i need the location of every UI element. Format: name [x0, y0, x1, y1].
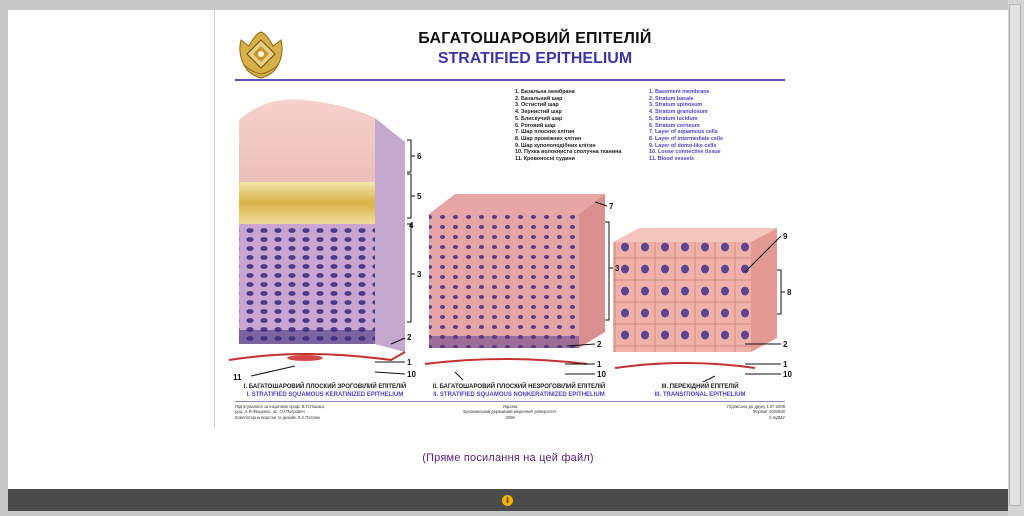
label-9: 9: [783, 232, 788, 241]
legend-en-item: 5. Stratum lucidum: [649, 115, 698, 122]
label-5: 5: [417, 192, 422, 201]
title-divider: [235, 79, 785, 81]
poster-title-en: STRATIFIED EPITHELIUM: [437, 50, 633, 67]
legend-en-item: 4. Stratum granulosum: [649, 109, 708, 116]
legend-en-item: 6. Stratum corneum: [649, 122, 700, 129]
label-1: 1: [597, 360, 602, 369]
legend-ua-item: 8. Шар проміжних клітин: [515, 135, 582, 142]
vertical-scrollbar[interactable]: [1008, 0, 1024, 516]
caption-figure-3: [625, 383, 775, 399]
footer-left-line: Підготувалися за ініціативи проф. В.П.Пішака,: [235, 404, 325, 409]
label-1: 1: [783, 360, 788, 369]
poster-title-ua: БАГАТОШАРОВИЙ ЕПІТЕЛІЙ: [418, 30, 652, 47]
label-3: 3: [417, 270, 422, 279]
legend-en-item: 8. Layer of intermediate cells: [649, 135, 724, 142]
caption-en: I. STRATIFIED SQUAMOUS KERATINIZED EPITHELIUM: [246, 392, 404, 398]
footer-left-line: доц. А.Я.Фещенко, ас. О.І.Петрович: [235, 409, 305, 415]
footer-right-line: Формат 100х840: [752, 409, 785, 415]
label-2: 2: [597, 340, 602, 349]
bracket-8: [777, 270, 785, 314]
crest-logo: [233, 26, 289, 82]
legend-en-item: 9. Layer of domo-like cells: [649, 142, 717, 149]
label-2: 2: [783, 340, 788, 349]
label-11: 11: [233, 373, 242, 382]
legend-ua-item: 7. Шар плоских клітин: [515, 129, 575, 136]
legend-ua-item: 11. Кровоносні судини: [515, 156, 575, 163]
direct-file-link[interactable]: (Пряме посилання на цей файл): [422, 452, 594, 464]
footer-left-line: Комп'ютерна верстка та дизайн Л.А.Пєтрюк: [235, 414, 320, 420]
page-content: [8, 10, 1008, 489]
caption-figure-2: [421, 383, 617, 399]
legend-ua-item: 10. Пухка волокниста сполучна тканина: [515, 149, 622, 156]
scrollbar-thumb[interactable]: [1009, 4, 1021, 506]
label-11: [463, 381, 472, 382]
label-10: 10: [783, 370, 792, 379]
footer-center-line: Буковинський державний медичний університет: [463, 409, 557, 415]
label-7: 7: [609, 202, 614, 211]
figure-transitional: [613, 228, 777, 368]
legend-en-item: 1. Basement membrane: [649, 89, 710, 95]
label-11: [689, 381, 698, 382]
footer-right: [685, 404, 785, 420]
legend-ua-item: 2. Базальний шар: [515, 95, 563, 102]
footer-divider: [235, 401, 785, 402]
bracket-6: [407, 140, 415, 172]
legend-ua-item: 3. Остистий шар: [515, 102, 559, 109]
footer-left: [235, 404, 405, 420]
bracket-3-fig1: [407, 224, 415, 322]
label-6: 6: [417, 152, 422, 161]
legend-en-item: 3. Stratum spinosum: [649, 102, 703, 109]
window-left-frame: [0, 0, 8, 516]
label-8: 8: [787, 288, 792, 297]
bottom-status-bar: [8, 489, 1008, 511]
bracket-5: [407, 174, 415, 218]
figure-nonkeratinized: [425, 194, 605, 364]
caption-en: II. STRATIFIED SQUAMOUS NONKERATINIZED EPITHELIUM: [433, 392, 605, 398]
legend-en-item: 2. Stratum basale: [649, 95, 694, 102]
label-3: 3: [615, 264, 620, 273]
caption-figure-1: [235, 383, 415, 399]
info-icon[interactable]: i: [502, 495, 513, 506]
legend-en-item: 7. Layer of squamous cells: [649, 129, 718, 136]
footer-center-line: Україна: [502, 404, 518, 409]
epithelium-illustrations: [215, 82, 801, 382]
legend-ua-item: 6. Роговий шар: [515, 122, 556, 129]
caption-ua: II. БАГАТОШАРОВИЙ ПЛОСКИЙ НЕЗРОГОВІЛИЙ ЕПІТЕЛІЙ: [432, 384, 606, 390]
legend-ua-item: 1. Базальна мембрана: [515, 89, 575, 95]
legend-en-item: 10. Loose connective tissue: [649, 149, 721, 156]
label-10: 10: [597, 370, 606, 379]
legend-ua-item: 5. Блискучий шар: [515, 115, 563, 122]
caption-en: III. TRANSITIONAL EPITHELIUM: [654, 392, 746, 398]
footer-center-line: 2008: [505, 414, 515, 420]
label-4: 4: [409, 221, 414, 230]
bracket-3-fig2: [605, 222, 613, 320]
label-1: 1: [407, 358, 412, 367]
footer-right-line: © БДМУ: [769, 414, 785, 420]
epithelium-poster-image[interactable]: [214, 10, 801, 428]
legend-ua-item: 9. Шар куполоподібних клітин: [515, 142, 596, 149]
caption-ua: I. БАГАТОШАРОВИЙ ПЛОСКИЙ ЗРОГОВІЛИЙ ЕПІТЕЛІЙ: [243, 384, 407, 390]
footer-center: [435, 404, 585, 420]
label-2: 2: [407, 333, 412, 342]
footer-right-line: Підписано до друку 1.07.2008: [727, 404, 785, 409]
window-top-frame: [0, 0, 1024, 10]
caption-ua: III. ПЕРЕХІДНИЙ ЕПІТЕЛІЙ: [661, 384, 739, 390]
legend-ua-item: 4. Зернистий шар: [515, 109, 562, 116]
label-10: 10: [407, 370, 416, 379]
figure-keratinized: [229, 99, 405, 361]
legend-en-item: 11. Blood vessels: [649, 156, 694, 163]
